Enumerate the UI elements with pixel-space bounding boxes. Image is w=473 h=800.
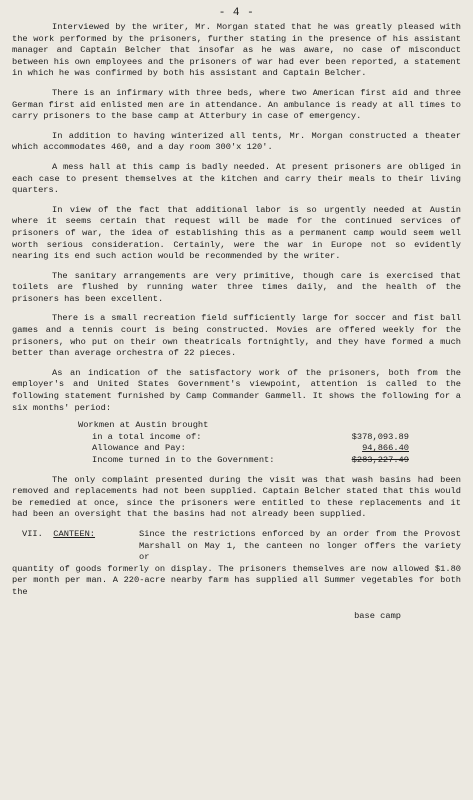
income-statement — [12, 420, 461, 466]
paragraph-recreation: There is a small recreation field sufficiently large for soccer and fist ball games and a tennis court is being constructed. Movies are offered weekly for the prisoners, who put on their own theatricals fortnightly, and they have formed a much better than average orchestra of 22 pieces. — [12, 313, 461, 359]
paragraph-theater: In addition to having winterized all tents, Mr. Morgan constructed a theater which accommodates 460, and a day room 300'x 120'. — [12, 130, 461, 153]
paragraph-infirmary: There is an infirmary with three beds, where two American first aid and three German first aid enlisted men are in attendance. An ambulance is ready at all times to carry prisoners to the base camp at Atterbury in case of emergency. — [12, 87, 461, 122]
paragraph-sanitary: The sanitary arrangements are very primitive, though care is exercised that toilets are flushed by running water three times daily, and the health of the prisoners has been excellent. — [12, 270, 461, 304]
section-canteen — [12, 529, 461, 599]
statement-label: in a total income of: — [92, 431, 202, 442]
statement-label: Income turned in to the Government: — [92, 455, 275, 465]
statement-value-government: $283,227.49 — [351, 455, 409, 465]
paragraph-mess-hall: A mess hall at this camp is badly needed. At present prisoners are obliged in each case to present themselves at the kitchen and carry their meals to their living quarters. — [12, 161, 461, 196]
section-heading — [12, 529, 139, 564]
paragraph-additional-labor: In view of the fact that additional labor is so urgently needed at Austin where it seems certain that request will be made for the continued services of prisoners of war, the idea of establishing this as a permanent camp would seem well worth serious consideration. Certainly, were the war in Europe not so evidently nearing its end such action would be recommended by the writer. — [12, 204, 461, 262]
statement-row — [12, 432, 461, 444]
paragraph-satisfactory-work: As an indication of the satisfactory work of the prisoners, both from the employer's and United States Government's viewpoint, attention is called to the following statement furnished by Camp Commander Gammell. It shows the following for a six months' period: — [12, 367, 461, 413]
canteen-text-first: Since the restrictions enforced by an order from the Provost Marshall on May 1, the canteen no longer offers the variety or — [139, 528, 461, 563]
statement-value-total-income: $378,093.89 — [351, 431, 409, 442]
statement-row — [12, 443, 461, 455]
canteen-text-rest: quantity of goods formerly on display. The prisoners themselves are now allowed $1.80 per month per man. A 220-acre nearby farm has supplied all Summer vegetables for both the — [12, 563, 461, 597]
section-title: CANTEEN: — [53, 528, 96, 539]
statement-row — [12, 455, 461, 467]
statement-row — [12, 420, 461, 432]
statement-label: Allowance and Pay: — [92, 443, 186, 454]
section-number: VII. — [22, 528, 43, 539]
paragraph-interview: Interviewed by the writer, Mr. Morgan stated that he was greatly pleased with the work performed by the prisoners, further stating in the presence of his assistant manager and Captain Belcher that insofar as he was aware, no case of misconduct between his own employees and the prisoners of war had ever been reported, a statement in which he was confirmed by both his assistant and Captain Belcher. — [12, 22, 461, 79]
statement-value-allowance: 94,866.40 — [362, 443, 409, 454]
statement-label: Workmen at Austin brought — [78, 420, 209, 431]
paragraph-complaint: The only complaint presented during the visit was that wash basins had been removed and replacements had not been supplied. Captain Belcher stated that this would be remedied at once, since the prisoners were entitled to these replacements and it had been an oversight that the basins had not already been supplied. — [12, 474, 461, 520]
page-continuation: base camp — [354, 610, 401, 621]
page-number: - 4 - — [218, 7, 255, 19]
